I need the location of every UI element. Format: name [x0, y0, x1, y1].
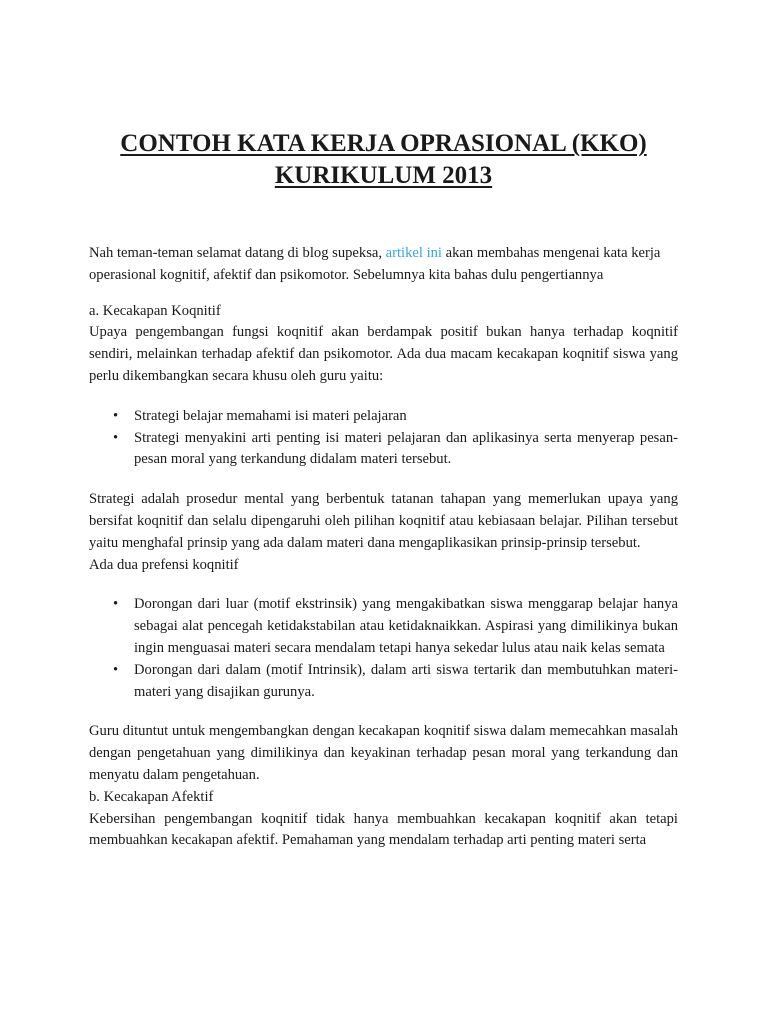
guru-paragraph: Guru dituntut untuk mengembangkan dengan kecakapan koqnitif siswa dalam memecahkan masalah dengan pengetahuan yang dimilikinya dan keyakinan terhadap pesan moral yang terkandung dan menyatu dalam pengetahuan.	[89, 723, 678, 783]
strategy-paragraph: Strategi adalah prosedur mental yang berbentuk tatanan tahapan yang memerlukan upaya yang bersifat koqnitif dan selalu dipengaruhi oleh pilihan koqnitif atau kebiasaan belajar. Pilihan tersebut yaitu menghafal prinsip yang ada dalam materi dana mengaplikasikan prinsip-prinsip tersebut.	[89, 491, 678, 551]
section-b-paragraph: Kebersihan pengembangan koqnitif tidak hanya membuahkan kecakapan koqnitif akan tetapi membuahkan kecakapan afektif. Pemahaman yang mendalam terhadap arti penting materi serta	[89, 810, 678, 849]
intro-text-after-link: akan membahas mengenai kata kerja operasional kognitif, afektif dan psikomotor. Sebelumnya kita bahas dulu pengertiannya	[89, 245, 661, 283]
list-item	[89, 660, 678, 704]
strategy-list	[89, 406, 678, 471]
title-line-1: CONTOH KATA KERJA OPRASIONAL (KKO)	[120, 130, 647, 157]
prefensi-heading: Ada dua prefensi koqnitif	[89, 556, 239, 573]
bullet-icon: •	[113, 661, 119, 678]
intro-text-before-link: Nah teman-teman selamat datang di blog supeksa,	[89, 245, 386, 261]
list-item	[89, 594, 678, 659]
list-item-text: Dorongan dari dalam (motif Intrinsik), dalam arti siswa tertarik dan membutuhkan materi-materi yang disajikan gurunya.	[134, 661, 678, 700]
prefensi-list	[89, 594, 678, 703]
section-a-heading: a. Kecakapan Koqnitif	[89, 302, 221, 319]
section-a-paragraph: Upaya pengembangan fungsi koqnitif akan berdampak positif bukan hanya terhadap koqnitif sendiri, melainkan terhadap afektif dan psikomotor. Ada dua macam kecakapan koqnitif siswa yang perlu dikembangkan secara khusu oleh guru yaitu:	[89, 324, 678, 384]
document-title	[89, 128, 678, 192]
article-link[interactable]: artikel ini	[385, 245, 442, 261]
list-item-text: Strategi belajar memahami isi materi pelajaran	[134, 407, 407, 424]
list-item-text: Dorongan dari luar (motif ekstrinsik) yang mengakibatkan siswa menggarap belajar hanya sebagai alat pencegah ketidakstabilan atau ketidaknaikkan. Aspirasi yang dimilikinya bukan ingin menguasai materi secara mendalam tetapi hanya sekedar lulus atau naik kelas semata	[134, 596, 678, 656]
title-line-2: KURIKULUM 2013	[274, 162, 493, 189]
document-page	[89, 128, 678, 852]
intro-paragraph	[89, 243, 678, 287]
list-item	[89, 406, 678, 428]
bullet-icon: •	[113, 429, 119, 446]
list-item-text: Strategi menyakini arti penting isi materi pelajaran dan aplikasinya serta menyerap pesan-pesan moral yang terkandung didalam materi tersebut.	[134, 429, 678, 468]
section-b-heading: b. Kecakapan Afektif	[89, 788, 214, 805]
bullet-icon: •	[113, 407, 119, 424]
list-item	[89, 428, 678, 472]
bullet-icon: •	[113, 596, 119, 613]
